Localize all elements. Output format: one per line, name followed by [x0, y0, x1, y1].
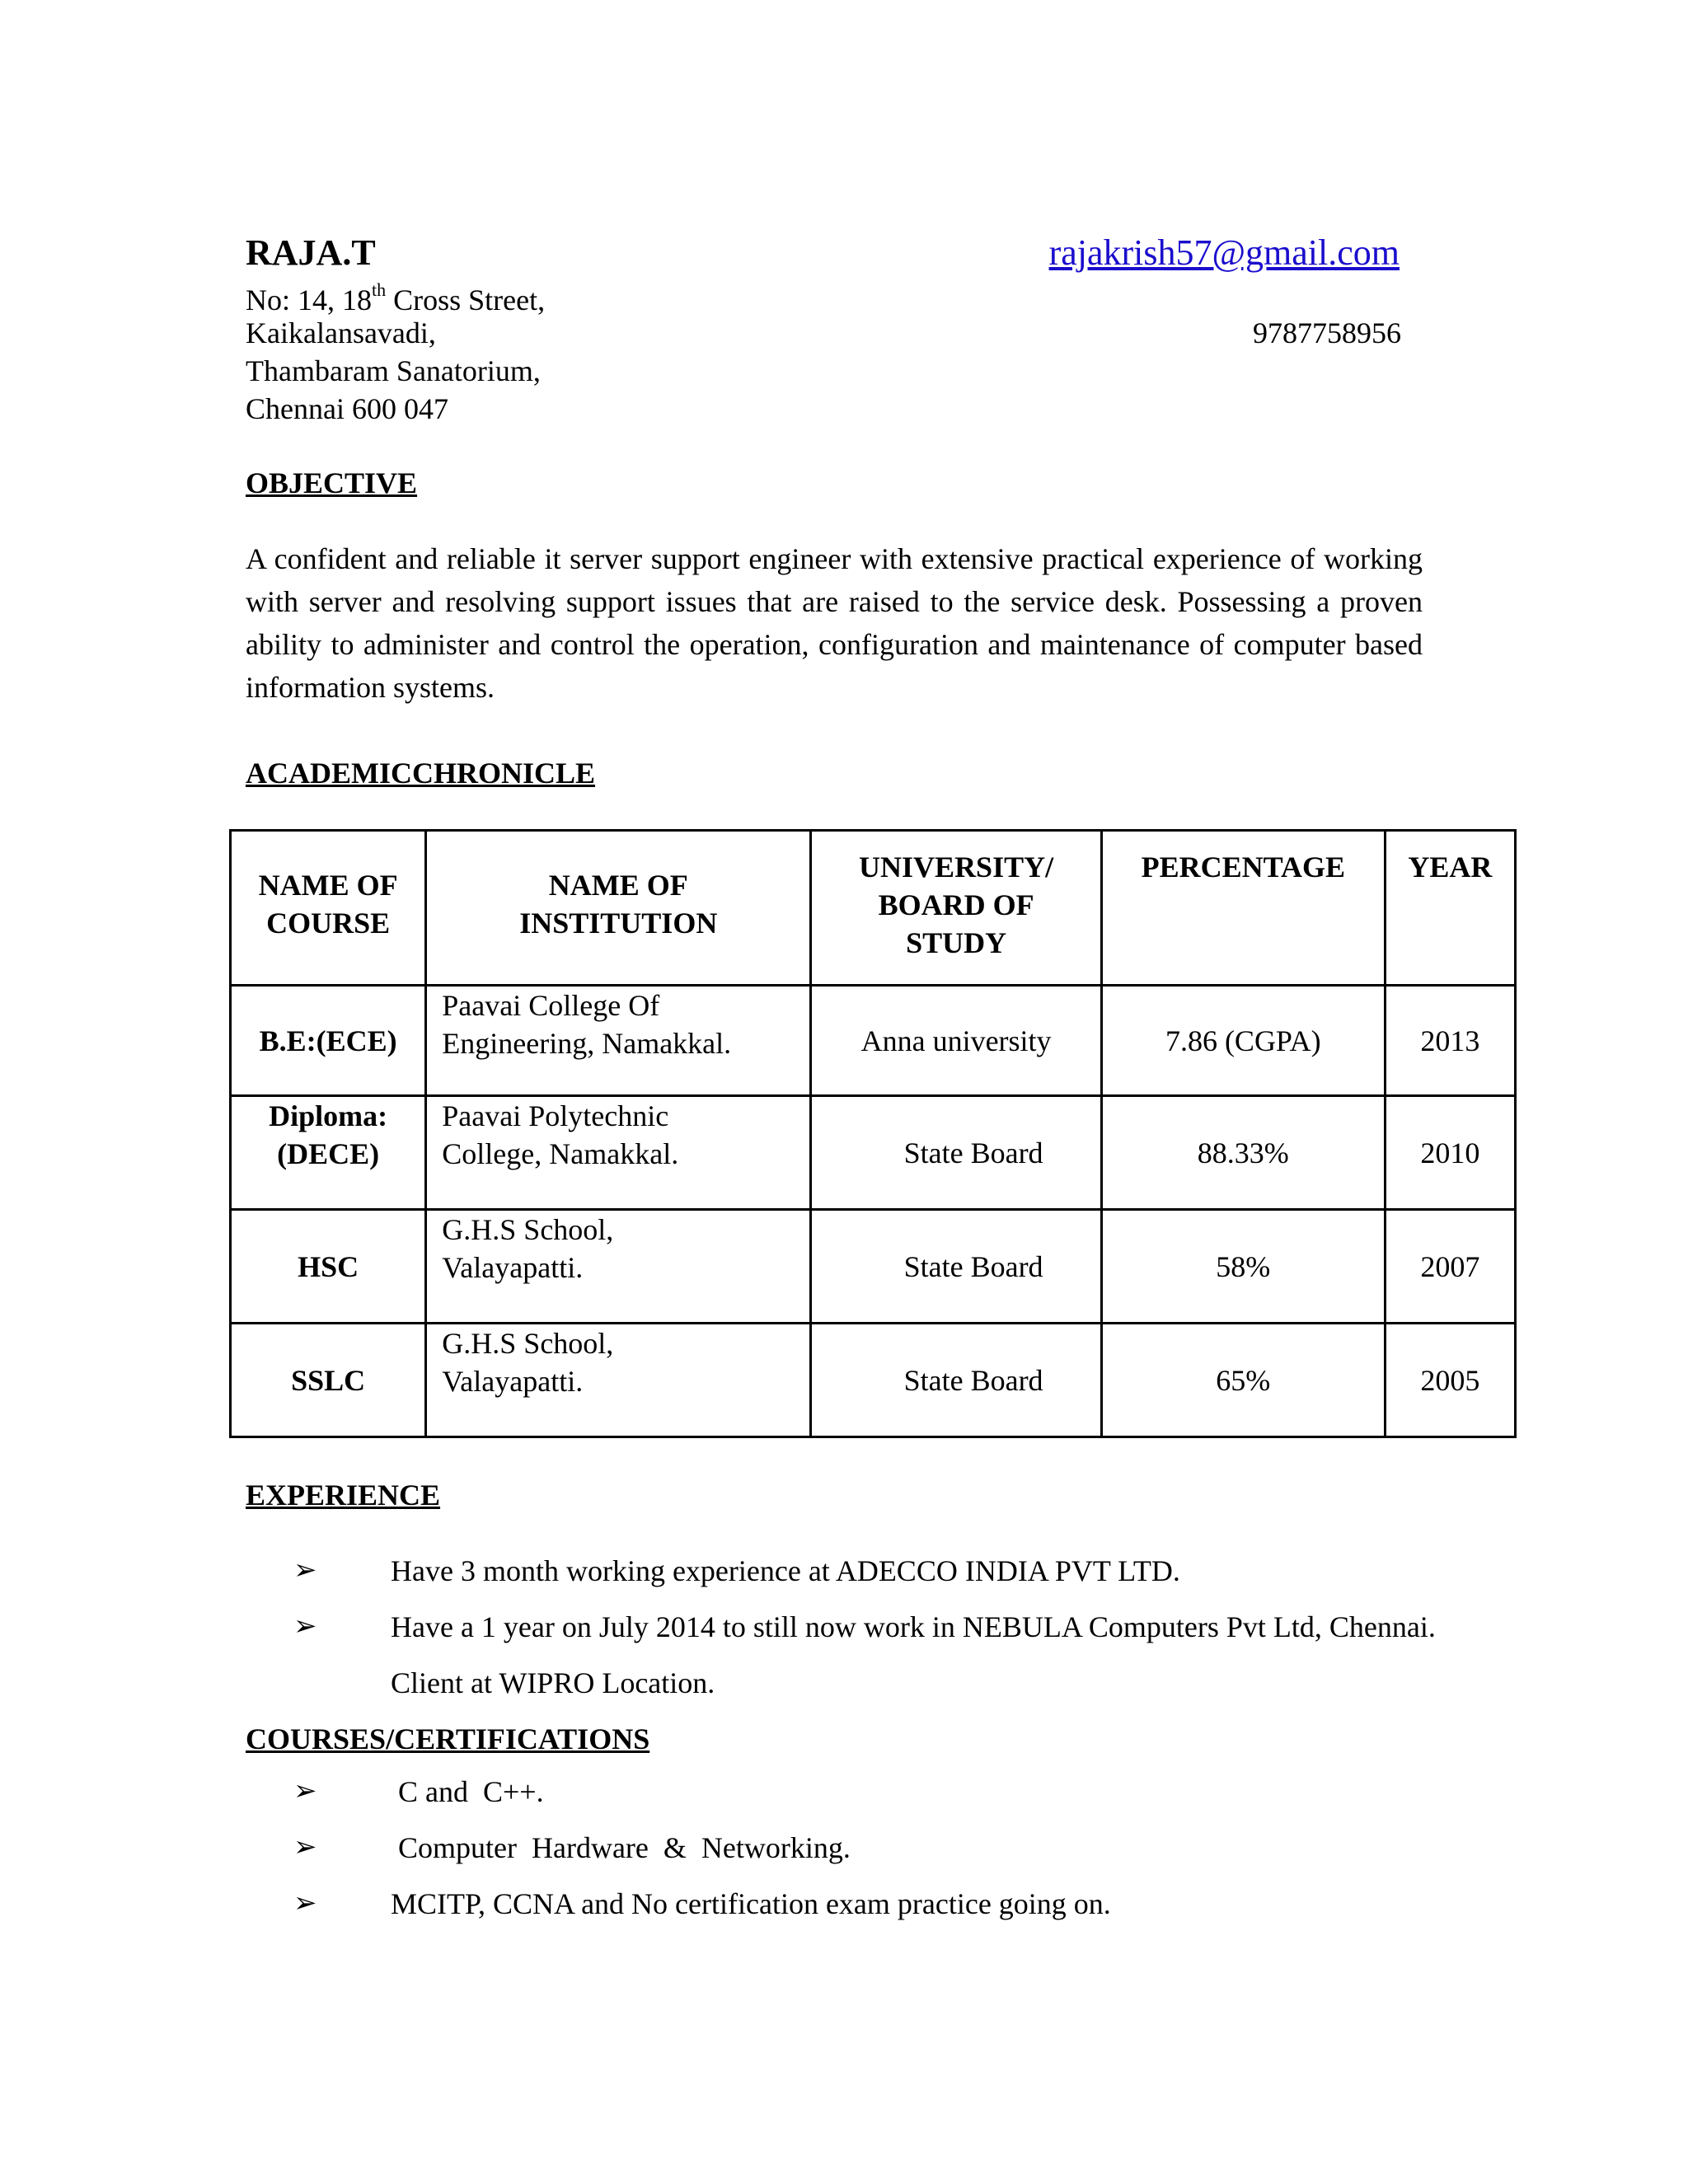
cell-inst-line2: Valayapatti.: [442, 1365, 584, 1398]
experience-item-text: Have a 1 year on July 2014 to still now work in NEBULA Computers Pvt Ltd, Chennai. Client at WIPRO Location.: [391, 1610, 1436, 1699]
objective-heading: OBJECTIVE: [246, 466, 418, 499]
cell-university: Anna university: [811, 986, 1102, 1096]
list-item: [293, 1599, 1489, 1711]
address-line-2: Kaikalansavadi,: [246, 316, 436, 349]
cell-course: HSC: [231, 1210, 426, 1324]
cell-inst-line1: Paavai College Of: [442, 989, 660, 1022]
courses-heading: [246, 1721, 649, 1757]
cell-inst-line1: G.H.S School,: [442, 1327, 614, 1360]
cell-course-line1: Diploma:: [269, 1099, 388, 1132]
table-row: [231, 1324, 1516, 1437]
list-item: [293, 1820, 1489, 1876]
cell-year: 2010: [1385, 1096, 1515, 1210]
col-inst-line2: INSTITUTION: [519, 907, 718, 940]
col-univ-line2: BOARD OF: [878, 888, 1034, 921]
experience-item-text: Have 3 month working experience at ADECCO INDIA PVT LTD.: [391, 1554, 1180, 1587]
courses-heading-part1: COURSES: [246, 1722, 387, 1755]
address-line-1: [246, 275, 545, 318]
arrow-bullet-icon: ➢: [293, 1776, 317, 1807]
academic-heading: ACADEMICCHRONICLE: [246, 757, 596, 790]
cell-institution: [426, 1210, 811, 1324]
cell-percentage: 65%: [1101, 1324, 1385, 1437]
col-course: [231, 831, 426, 986]
email-link[interactable]: rajakrish57@gmail.com: [1048, 232, 1400, 273]
academic-table: [229, 829, 1517, 1438]
cell-course: B.E:(ECE): [231, 986, 426, 1096]
col-institution: [426, 831, 811, 986]
cell-inst-line1: G.H.S School,: [442, 1213, 614, 1246]
col-univ-line3: STUDY: [906, 926, 1007, 959]
cell-inst-line2: Valayapatti.: [442, 1251, 584, 1284]
list-item: [293, 1876, 1489, 1932]
cell-course: SSLC: [231, 1324, 426, 1437]
list-item: [293, 1543, 1489, 1599]
col-course-line2: COURSE: [266, 907, 391, 940]
cell-course-line2: (DECE): [277, 1137, 380, 1170]
cell-year: 2013: [1385, 986, 1515, 1096]
col-inst-line1: NAME OF: [548, 869, 688, 902]
course-item-text: C and C++.: [391, 1775, 544, 1808]
cell-percentage: 88.33%: [1101, 1096, 1385, 1210]
courses-heading-part2: CERTIFICATIONS: [394, 1722, 650, 1755]
phone-number: 9787758956: [1253, 316, 1401, 349]
cell-year: 2007: [1385, 1210, 1515, 1324]
cell-university: State Board: [811, 1096, 1102, 1210]
cell-inst-line2: Engineering, Namakkal.: [442, 1027, 732, 1060]
table-header-row: [231, 831, 1516, 986]
arrow-bullet-icon: ➢: [293, 1832, 317, 1863]
cell-course: [231, 1096, 426, 1210]
col-university: [811, 831, 1102, 986]
cell-institution: [426, 986, 811, 1096]
course-item-text: Computer Hardware & Networking.: [391, 1831, 851, 1864]
address-line-3: Thambaram Sanatorium,: [246, 354, 541, 387]
course-item-text: MCITP, CCNA and No certification exam practice going on.: [391, 1887, 1111, 1920]
address-line-1-suffix: Cross Street,: [386, 284, 546, 316]
col-year: YEAR: [1385, 831, 1515, 986]
col-univ-line1: UNIVERSITY/: [859, 851, 1054, 883]
cell-inst-line1: Paavai Polytechnic: [442, 1099, 669, 1132]
experience-list: [293, 1543, 1489, 1711]
table-row: [231, 1210, 1516, 1324]
courses-heading-sep: /: [386, 1722, 395, 1755]
cell-inst-line2: College, Namakkal.: [442, 1137, 679, 1170]
cell-university: State Board: [811, 1324, 1102, 1437]
table-row: [231, 986, 1516, 1096]
table-row: [231, 1096, 1516, 1210]
cell-percentage: 7.86 (CGPA): [1101, 986, 1385, 1096]
cell-year: 2005: [1385, 1324, 1515, 1437]
courses-list: [293, 1764, 1489, 1932]
cell-institution: [426, 1096, 811, 1210]
arrow-bullet-icon: ➢: [293, 1555, 317, 1586]
address-line-1-prefix: No: 14, 18: [246, 284, 372, 316]
experience-heading: EXPERIENCE: [246, 1479, 441, 1511]
col-percentage: PERCENTAGE: [1101, 831, 1385, 986]
cell-institution: [426, 1324, 811, 1437]
objective-text: A confident and reliable it server support engineer with extensive practical experience of working with server and resolving support issues that are raised to the service desk. Possessing a proven ability to administer and control the operation, configuration and maintenance of computer based information systems.: [246, 542, 1423, 704]
address-ordinal-suffix: th: [372, 279, 387, 300]
list-item: [293, 1764, 1489, 1820]
cell-university: State Board: [811, 1210, 1102, 1324]
candidate-name: RAJA.T: [246, 232, 376, 273]
cell-percentage: 58%: [1101, 1210, 1385, 1324]
address-line-4: Chennai 600 047: [246, 392, 448, 425]
arrow-bullet-icon: ➢: [293, 1888, 317, 1919]
arrow-bullet-icon: ➢: [293, 1611, 317, 1642]
col-course-line1: NAME OF: [258, 869, 398, 902]
